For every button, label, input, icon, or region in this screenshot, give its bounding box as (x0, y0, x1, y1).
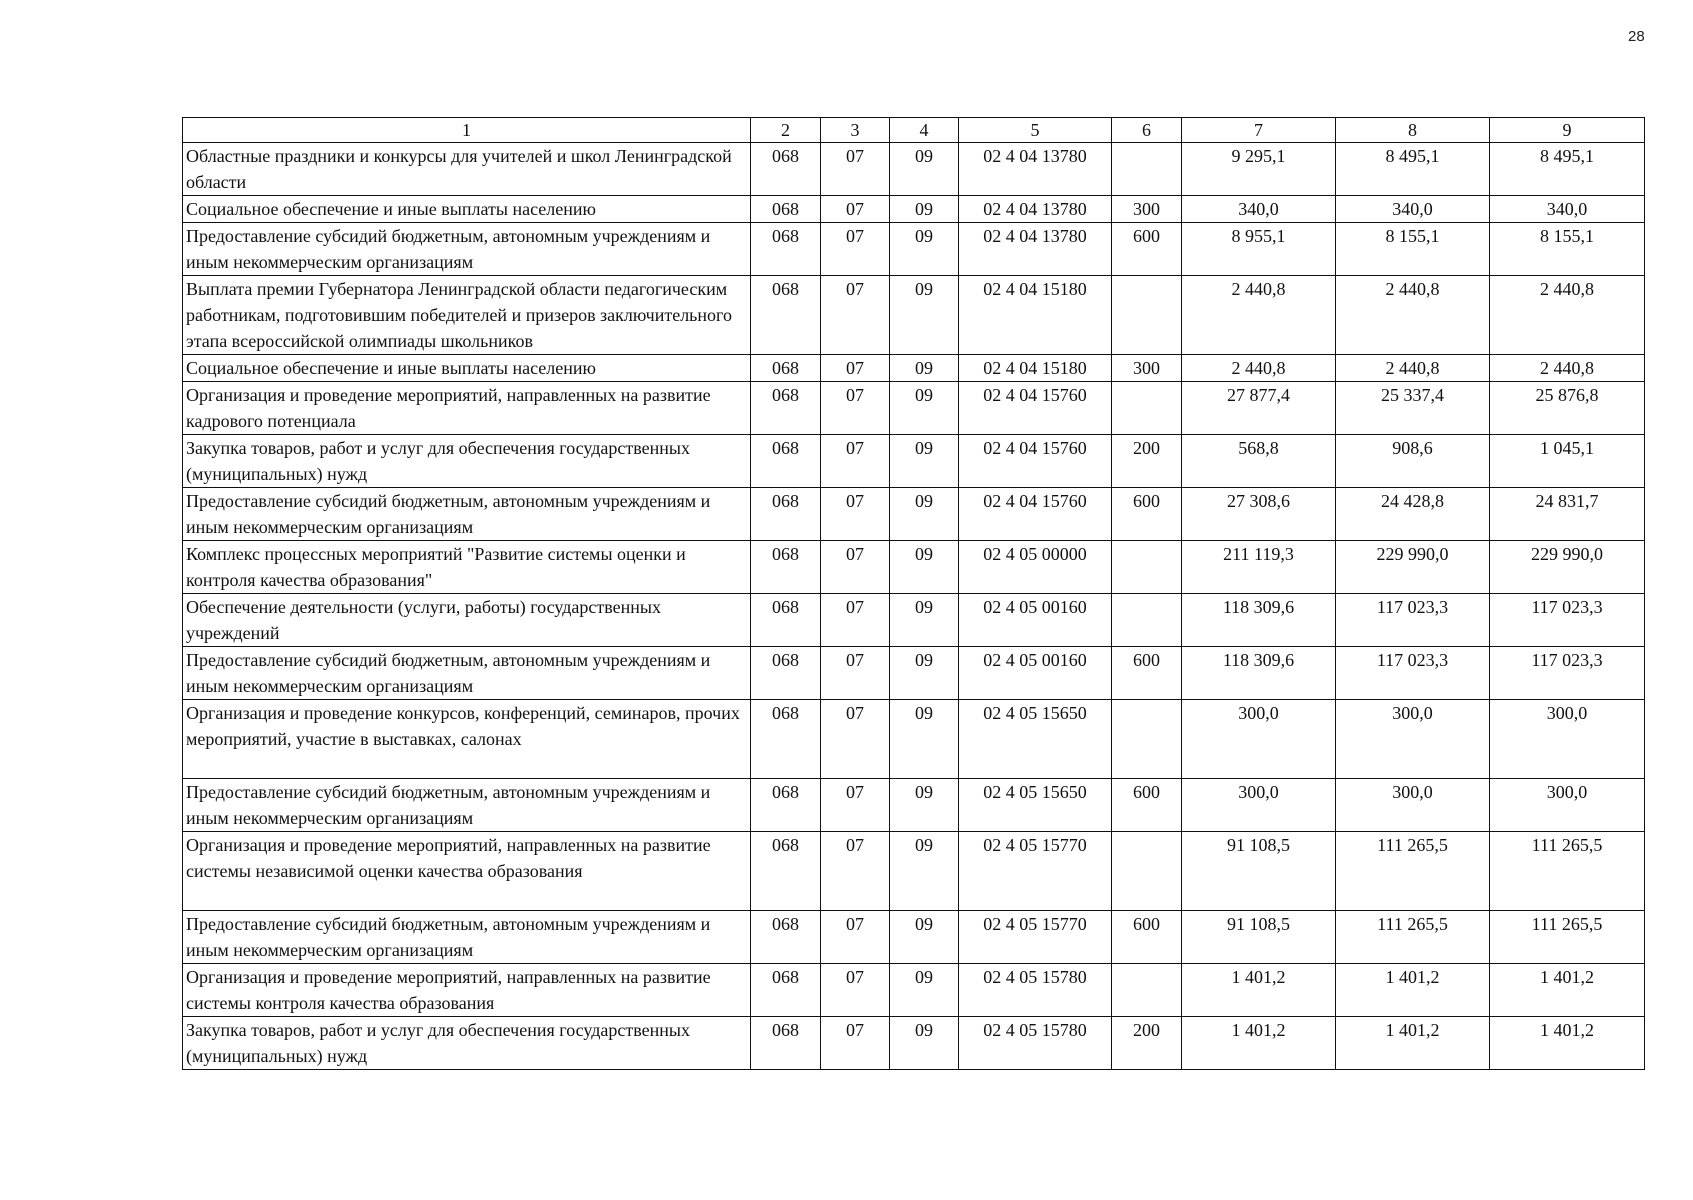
subsection-code-cell: 09 (890, 700, 959, 779)
amount-year1-cell: 91 108,5 (1182, 911, 1336, 964)
section-code-cell: 07 (821, 700, 890, 779)
grbs-code-cell: 068 (751, 382, 821, 435)
expense-type-cell (1112, 143, 1182, 196)
amount-year3-cell: 229 990,0 (1490, 541, 1645, 594)
table-row (183, 382, 1645, 435)
row-name-cell: Организация и проведение мероприятий, направленных на развитие системы контроля качества образования (183, 964, 751, 1017)
expense-type-cell: 200 (1112, 435, 1182, 488)
amount-year2-cell: 8 495,1 (1336, 143, 1490, 196)
amount-year2-cell: 1 401,2 (1336, 1017, 1490, 1070)
amount-year1-cell: 8 955,1 (1182, 223, 1336, 276)
expense-type-cell: 600 (1112, 647, 1182, 700)
target-article-cell: 02 4 04 13780 (959, 196, 1112, 223)
amount-year2-cell: 111 265,5 (1336, 832, 1490, 911)
target-article-cell: 02 4 04 13780 (959, 143, 1112, 196)
expense-type-cell (1112, 832, 1182, 911)
amount-year2-cell: 25 337,4 (1336, 382, 1490, 435)
amount-year2-cell: 908,6 (1336, 435, 1490, 488)
amount-year1-cell: 1 401,2 (1182, 1017, 1336, 1070)
target-article-cell: 02 4 05 15780 (959, 964, 1112, 1017)
section-code-cell: 07 (821, 382, 890, 435)
table-row (183, 647, 1645, 700)
amount-year3-cell: 25 876,8 (1490, 382, 1645, 435)
amount-year1-cell: 300,0 (1182, 700, 1336, 779)
grbs-code-cell: 068 (751, 196, 821, 223)
header-cell: 9 (1490, 118, 1645, 143)
table-row (183, 196, 1645, 223)
amount-year2-cell: 2 440,8 (1336, 276, 1490, 355)
amount-year3-cell: 300,0 (1490, 700, 1645, 779)
row-name-cell: Выплата премии Губернатора Ленинградской области педагогическим работникам, подготовившим победителей и призеров заключительного этапа всероссийской олимпиады школьников (183, 276, 751, 355)
amount-year2-cell: 24 428,8 (1336, 488, 1490, 541)
header-cell: 1 (183, 118, 751, 143)
grbs-code-cell: 068 (751, 1017, 821, 1070)
subsection-code-cell: 09 (890, 832, 959, 911)
target-article-cell: 02 4 05 15780 (959, 1017, 1112, 1070)
row-name-cell: Предоставление субсидий бюджетным, автономным учреждениям и иным некоммерческим организациям (183, 647, 751, 700)
row-name-cell: Предоставление субсидий бюджетным, автономным учреждениям и иным некоммерческим организациям (183, 911, 751, 964)
amount-year2-cell: 340,0 (1336, 196, 1490, 223)
section-code-cell: 07 (821, 832, 890, 911)
section-code-cell: 07 (821, 276, 890, 355)
table-row (183, 964, 1645, 1017)
target-article-cell: 02 4 04 15180 (959, 276, 1112, 355)
expense-type-cell: 600 (1112, 488, 1182, 541)
row-name-cell: Предоставление субсидий бюджетным, автономным учреждениям и иным некоммерческим организациям (183, 488, 751, 541)
grbs-code-cell: 068 (751, 594, 821, 647)
amount-year3-cell: 111 265,5 (1490, 832, 1645, 911)
section-code-cell: 07 (821, 779, 890, 832)
expense-type-cell: 200 (1112, 1017, 1182, 1070)
expense-type-cell (1112, 541, 1182, 594)
target-article-cell: 02 4 04 15760 (959, 435, 1112, 488)
table-row (183, 594, 1645, 647)
table-row (183, 355, 1645, 382)
amount-year2-cell: 2 440,8 (1336, 355, 1490, 382)
section-code-cell: 07 (821, 223, 890, 276)
grbs-code-cell: 068 (751, 911, 821, 964)
amount-year2-cell: 1 401,2 (1336, 964, 1490, 1017)
grbs-code-cell: 068 (751, 355, 821, 382)
amount-year1-cell: 118 309,6 (1182, 594, 1336, 647)
header-cell: 4 (890, 118, 959, 143)
target-article-cell: 02 4 05 15650 (959, 700, 1112, 779)
amount-year3-cell: 111 265,5 (1490, 911, 1645, 964)
table-body (183, 143, 1645, 1070)
subsection-code-cell: 09 (890, 964, 959, 1017)
section-code-cell: 07 (821, 964, 890, 1017)
amount-year3-cell: 8 495,1 (1490, 143, 1645, 196)
table-row (183, 541, 1645, 594)
subsection-code-cell: 09 (890, 355, 959, 382)
grbs-code-cell: 068 (751, 832, 821, 911)
row-name-cell: Комплекс процессных мероприятий "Развитие системы оценки и контроля качества образования" (183, 541, 751, 594)
table-row (183, 143, 1645, 196)
grbs-code-cell: 068 (751, 964, 821, 1017)
subsection-code-cell: 09 (890, 488, 959, 541)
amount-year2-cell: 117 023,3 (1336, 647, 1490, 700)
table-row (183, 832, 1645, 911)
amount-year3-cell: 1 045,1 (1490, 435, 1645, 488)
expense-type-cell: 300 (1112, 196, 1182, 223)
row-name-cell: Закупка товаров, работ и услуг для обеспечения государственных (муниципальных) нужд (183, 1017, 751, 1070)
row-name-cell: Предоставление субсидий бюджетным, автономным учреждениям и иным некоммерческим организациям (183, 223, 751, 276)
row-name-cell: Организация и проведение мероприятий, направленных на развитие системы независимой оценки качества образования (183, 832, 751, 911)
row-name-cell: Организация и проведение мероприятий, направленных на развитие кадрового потенциала (183, 382, 751, 435)
table-row (183, 276, 1645, 355)
expense-type-cell: 300 (1112, 355, 1182, 382)
target-article-cell: 02 4 05 00160 (959, 647, 1112, 700)
target-article-cell: 02 4 05 00160 (959, 594, 1112, 647)
amount-year1-cell: 2 440,8 (1182, 355, 1336, 382)
amount-year3-cell: 117 023,3 (1490, 594, 1645, 647)
grbs-code-cell: 068 (751, 488, 821, 541)
amount-year1-cell: 211 119,3 (1182, 541, 1336, 594)
budget-table (182, 117, 1645, 1070)
target-article-cell: 02 4 05 15770 (959, 911, 1112, 964)
amount-year1-cell: 91 108,5 (1182, 832, 1336, 911)
amount-year1-cell: 2 440,8 (1182, 276, 1336, 355)
target-article-cell: 02 4 04 15180 (959, 355, 1112, 382)
table-row (183, 223, 1645, 276)
row-name-cell: Социальное обеспечение и иные выплаты населению (183, 196, 751, 223)
grbs-code-cell: 068 (751, 276, 821, 355)
subsection-code-cell: 09 (890, 223, 959, 276)
amount-year1-cell: 568,8 (1182, 435, 1336, 488)
section-code-cell: 07 (821, 911, 890, 964)
row-name-cell: Социальное обеспечение и иные выплаты населению (183, 355, 751, 382)
expense-type-cell (1112, 700, 1182, 779)
amount-year1-cell: 118 309,6 (1182, 647, 1336, 700)
page-number: 28 (1628, 28, 1645, 45)
subsection-code-cell: 09 (890, 1017, 959, 1070)
amount-year3-cell: 117 023,3 (1490, 647, 1645, 700)
section-code-cell: 07 (821, 435, 890, 488)
subsection-code-cell: 09 (890, 541, 959, 594)
section-code-cell: 07 (821, 143, 890, 196)
section-code-cell: 07 (821, 488, 890, 541)
table-row (183, 488, 1645, 541)
amount-year1-cell: 300,0 (1182, 779, 1336, 832)
amount-year2-cell: 300,0 (1336, 779, 1490, 832)
header-cell: 7 (1182, 118, 1336, 143)
subsection-code-cell: 09 (890, 143, 959, 196)
target-article-cell: 02 4 04 13780 (959, 223, 1112, 276)
row-name-cell: Предоставление субсидий бюджетным, автономным учреждениям и иным некоммерческим организациям (183, 779, 751, 832)
row-name-cell: Закупка товаров, работ и услуг для обеспечения государственных (муниципальных) нужд (183, 435, 751, 488)
grbs-code-cell: 068 (751, 700, 821, 779)
amount-year3-cell: 300,0 (1490, 779, 1645, 832)
row-name-cell: Областные праздники и конкурсы для учителей и школ Ленинградской области (183, 143, 751, 196)
subsection-code-cell: 09 (890, 779, 959, 832)
table-row (183, 435, 1645, 488)
subsection-code-cell: 09 (890, 435, 959, 488)
row-name-cell: Обеспечение деятельности (услуги, работы) государственных учреждений (183, 594, 751, 647)
target-article-cell: 02 4 05 15770 (959, 832, 1112, 911)
amount-year2-cell: 8 155,1 (1336, 223, 1490, 276)
grbs-code-cell: 068 (751, 435, 821, 488)
amount-year3-cell: 340,0 (1490, 196, 1645, 223)
section-code-cell: 07 (821, 541, 890, 594)
subsection-code-cell: 09 (890, 911, 959, 964)
table-row (183, 700, 1645, 779)
grbs-code-cell: 068 (751, 223, 821, 276)
target-article-cell: 02 4 05 15650 (959, 779, 1112, 832)
grbs-code-cell: 068 (751, 779, 821, 832)
row-name-cell: Организация и проведение конкурсов, конференций, семинаров, прочих мероприятий, участие в выставках, салонах (183, 700, 751, 779)
target-article-cell: 02 4 04 15760 (959, 488, 1112, 541)
subsection-code-cell: 09 (890, 594, 959, 647)
section-code-cell: 07 (821, 647, 890, 700)
grbs-code-cell: 068 (751, 647, 821, 700)
table-row (183, 911, 1645, 964)
header-row (183, 118, 1645, 143)
amount-year1-cell: 27 308,6 (1182, 488, 1336, 541)
header-cell: 2 (751, 118, 821, 143)
amount-year2-cell: 117 023,3 (1336, 594, 1490, 647)
section-code-cell: 07 (821, 196, 890, 223)
subsection-code-cell: 09 (890, 276, 959, 355)
expense-type-cell (1112, 382, 1182, 435)
amount-year2-cell: 111 265,5 (1336, 911, 1490, 964)
amount-year3-cell: 24 831,7 (1490, 488, 1645, 541)
amount-year3-cell: 1 401,2 (1490, 1017, 1645, 1070)
header-cell: 5 (959, 118, 1112, 143)
table-row (183, 1017, 1645, 1070)
subsection-code-cell: 09 (890, 647, 959, 700)
header-cell: 3 (821, 118, 890, 143)
expense-type-cell: 600 (1112, 779, 1182, 832)
expense-type-cell: 600 (1112, 911, 1182, 964)
amount-year1-cell: 340,0 (1182, 196, 1336, 223)
amount-year3-cell: 8 155,1 (1490, 223, 1645, 276)
section-code-cell: 07 (821, 355, 890, 382)
header-cell: 8 (1336, 118, 1490, 143)
section-code-cell: 07 (821, 1017, 890, 1070)
grbs-code-cell: 068 (751, 143, 821, 196)
amount-year3-cell: 1 401,2 (1490, 964, 1645, 1017)
amount-year2-cell: 300,0 (1336, 700, 1490, 779)
amount-year1-cell: 27 877,4 (1182, 382, 1336, 435)
expense-type-cell (1112, 964, 1182, 1017)
grbs-code-cell: 068 (751, 541, 821, 594)
table-row (183, 779, 1645, 832)
target-article-cell: 02 4 04 15760 (959, 382, 1112, 435)
subsection-code-cell: 09 (890, 196, 959, 223)
amount-year3-cell: 2 440,8 (1490, 355, 1645, 382)
amount-year3-cell: 2 440,8 (1490, 276, 1645, 355)
amount-year2-cell: 229 990,0 (1336, 541, 1490, 594)
amount-year1-cell: 1 401,2 (1182, 964, 1336, 1017)
expense-type-cell: 600 (1112, 223, 1182, 276)
header-cell: 6 (1112, 118, 1182, 143)
section-code-cell: 07 (821, 594, 890, 647)
subsection-code-cell: 09 (890, 382, 959, 435)
amount-year1-cell: 9 295,1 (1182, 143, 1336, 196)
expense-type-cell (1112, 594, 1182, 647)
expense-type-cell (1112, 276, 1182, 355)
target-article-cell: 02 4 05 00000 (959, 541, 1112, 594)
